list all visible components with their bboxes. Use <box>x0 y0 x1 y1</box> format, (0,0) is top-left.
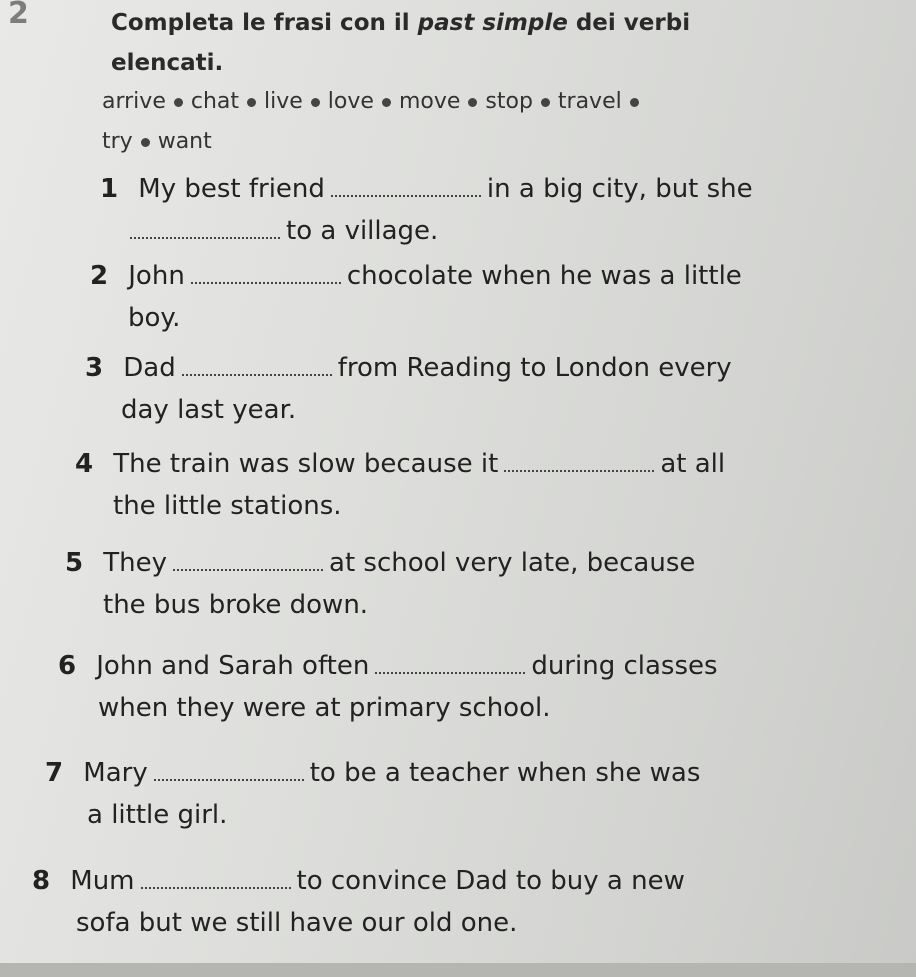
word-bank-word: stop <box>485 89 533 114</box>
word-bank-word: try <box>102 129 133 154</box>
word-bank-word: move <box>398 89 461 114</box>
answer-blank[interactable] <box>331 175 481 197</box>
item-continuation: a little girl. <box>87 800 228 830</box>
page-bottom-edge <box>0 963 916 977</box>
item-continuation: day last year. <box>121 395 297 425</box>
item-text-before: They <box>103 548 168 578</box>
item-continuation: the bus broke down. <box>103 590 369 620</box>
item-text-before: Dad <box>123 353 176 383</box>
word-bank <box>102 82 822 162</box>
bullet-separator <box>247 98 256 107</box>
item-number: 5 <box>65 548 84 578</box>
bullet-separator <box>174 98 183 107</box>
item-continuation: boy. <box>128 303 181 333</box>
item-text-after: at all <box>660 449 726 479</box>
exercise-item-7 <box>45 752 895 836</box>
word-bank-word: love <box>327 89 374 114</box>
word-bank-word: want <box>157 129 212 154</box>
word-bank-word: chat <box>190 89 240 114</box>
answer-blank[interactable] <box>375 652 525 674</box>
exercise-number: 2 <box>8 0 29 31</box>
word-bank-word: travel <box>557 89 622 114</box>
exercise-item-8 <box>32 860 902 944</box>
exercise-item-5 <box>65 542 875 626</box>
item-text-before: John <box>128 261 185 291</box>
instruction-text: Completa le frasi con il <box>111 10 410 36</box>
answer-blank[interactable] <box>504 450 654 472</box>
answer-blank[interactable] <box>182 354 332 376</box>
bullet-separator <box>468 98 477 107</box>
item-text-after: chocolate when he was a little <box>346 261 742 291</box>
exercise-item-3 <box>85 347 875 431</box>
item-text-after-second-blank: to a village. <box>286 216 439 246</box>
bullet-separator <box>382 98 391 107</box>
item-text-before: Mary <box>83 758 148 788</box>
item-text-before: My best friend <box>138 174 325 204</box>
exercise-item-4 <box>75 443 875 527</box>
answer-blank[interactable] <box>130 217 280 239</box>
item-number: 3 <box>85 353 104 383</box>
item-number: 6 <box>58 651 77 681</box>
item-number: 1 <box>100 174 119 204</box>
item-text-before: The train was slow because it <box>113 449 499 479</box>
item-text-after: during classes <box>531 651 718 681</box>
answer-blank[interactable] <box>154 759 304 781</box>
item-text-before: John and Sarah often <box>96 651 370 681</box>
bullet-separator <box>141 138 150 147</box>
answer-blank[interactable] <box>141 867 291 889</box>
word-bank-word: live <box>264 89 303 114</box>
item-text-after: at school very late, because <box>329 548 696 578</box>
item-text-after: from Reading to London every <box>337 353 732 383</box>
item-text-after: to convince Dad to buy a new <box>296 866 685 896</box>
item-text-after: to be a teacher when she was <box>309 758 701 788</box>
item-number: 7 <box>45 758 64 788</box>
item-continuation <box>100 210 860 252</box>
instruction-emphasis: past simple <box>417 10 568 36</box>
exercise-instructions <box>111 3 751 83</box>
item-number: 2 <box>90 261 109 291</box>
exercise-item-6 <box>58 645 898 729</box>
answer-blank[interactable] <box>173 549 323 571</box>
item-number: 4 <box>75 449 94 479</box>
item-number: 8 <box>32 866 51 896</box>
item-text-after: in a big city, but she <box>486 174 753 204</box>
word-bank-word: arrive <box>102 89 166 114</box>
instruction-text-end: dei verbi elencati. <box>111 10 691 76</box>
item-continuation: sofa but we still have our old one. <box>76 908 518 938</box>
answer-blank[interactable] <box>191 262 341 284</box>
bullet-separator <box>311 98 320 107</box>
bullet-separator <box>541 98 550 107</box>
exercise-item-1 <box>100 168 860 252</box>
exercise-item-2 <box>90 255 870 339</box>
item-text-before: Mum <box>70 866 135 896</box>
item-continuation: when they were at primary school. <box>98 693 551 723</box>
bullet-separator <box>630 98 639 107</box>
item-continuation: the little stations. <box>113 491 342 521</box>
